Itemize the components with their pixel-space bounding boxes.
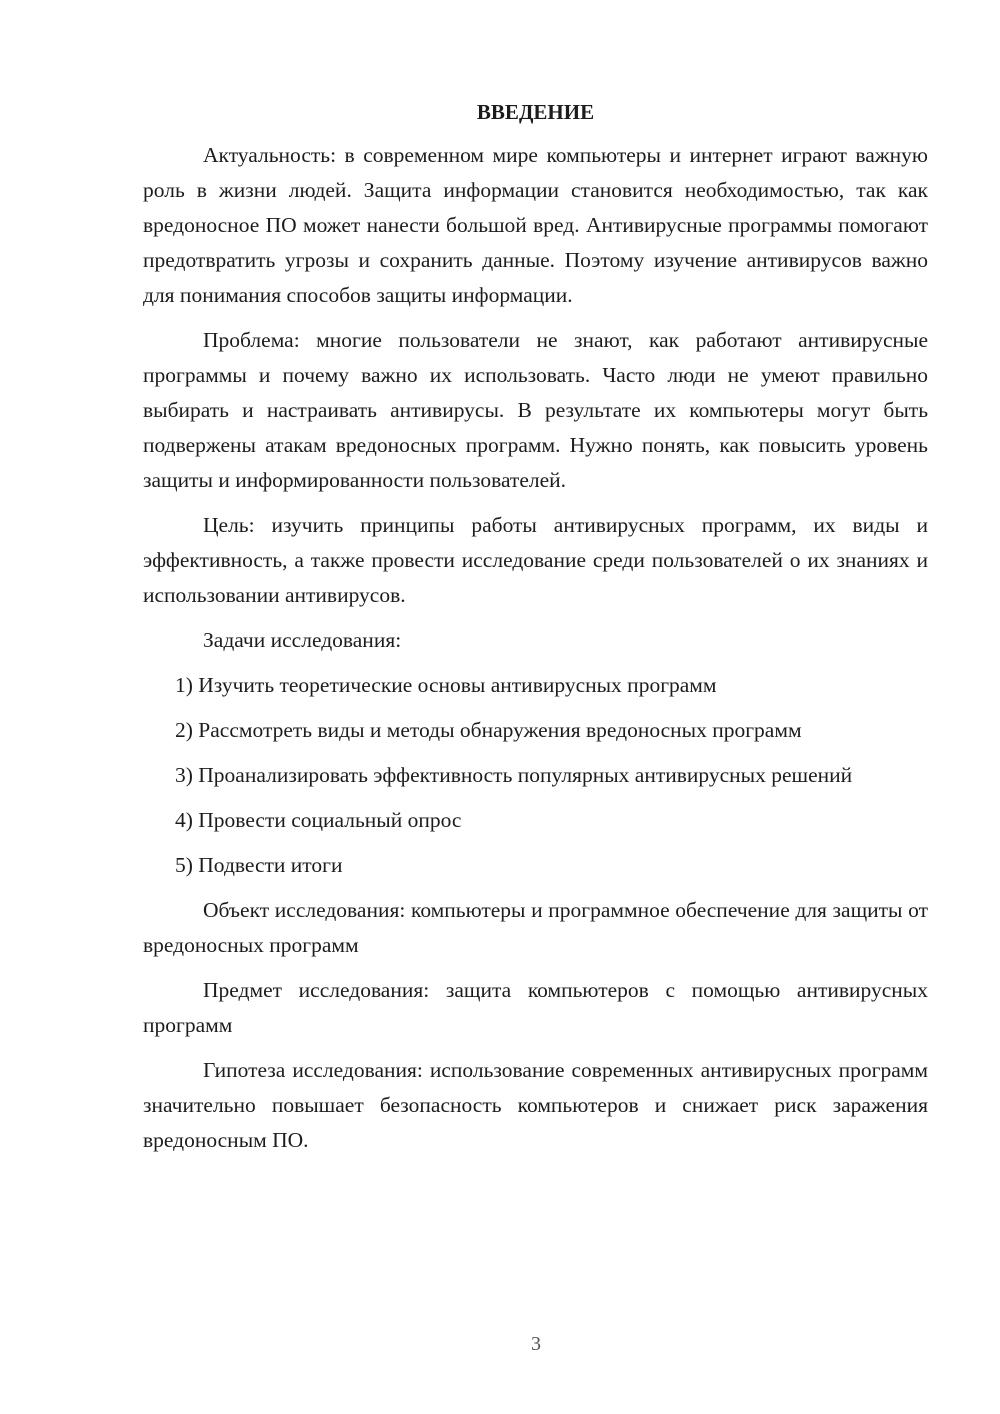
paragraph-relevance: Актуальность: в современном мире компьютеры и интернет играют важную роль в жизни людей. Защита информации становится необходимостью, так как вредоносное ПО может нанести большой вред. Антивирусные программы помогают предотвратить угрозы и сохранить данные. Поэтому изучение антивирусов важно для понимания способов защиты информации. [143,143,928,307]
page-number: 3 [531,1333,541,1355]
document-body [143,96,928,1158]
paragraph-object: Объект исследования: компьютеры и программное обеспечение для защиты от вредоносных программ [143,898,928,957]
paragraph-subject: Предмет исследования: защита компьютеров с помощью антивирусных программ [143,978,928,1037]
task-item: 4) Провести социальный опрос [175,808,462,832]
paragraph-problem: Проблема: многие пользователи не знают, как работают антивирусные программы и почему важно их использовать. Часто люди не умеют правильно выбирать и настраивать антивирусы. В результате их компьютеры могут быть подвержены атакам вредоносных программ. Нужно понять, как повысить уровень защиты и информированности пользователей. [143,328,928,492]
task-item: 2) Рассмотреть виды и методы обнаружения вредоносных программ [175,718,802,742]
page-title: ВВЕДЕНИЕ [476,100,595,124]
task-item: 3) Проанализировать эффективность популярных антивирусных решений [175,763,853,787]
paragraph-goal: Цель: изучить принципы работы антивирусных программ, их виды и эффективность, а также провести исследование среди пользователей о их знаниях и использовании антивирусов. [143,513,928,607]
tasks-heading: Задачи исследования: [203,628,402,652]
task-item: 1) Изучить теоретические основы антивирусных программ [175,673,717,697]
task-item: 5) Подвести итоги [175,853,343,877]
paragraph-hypothesis: Гипотеза исследования: использование современных антивирусных программ значительно повышает безопасность компьютеров и снижает риск заражения вредоносным ПО. [143,1058,928,1152]
